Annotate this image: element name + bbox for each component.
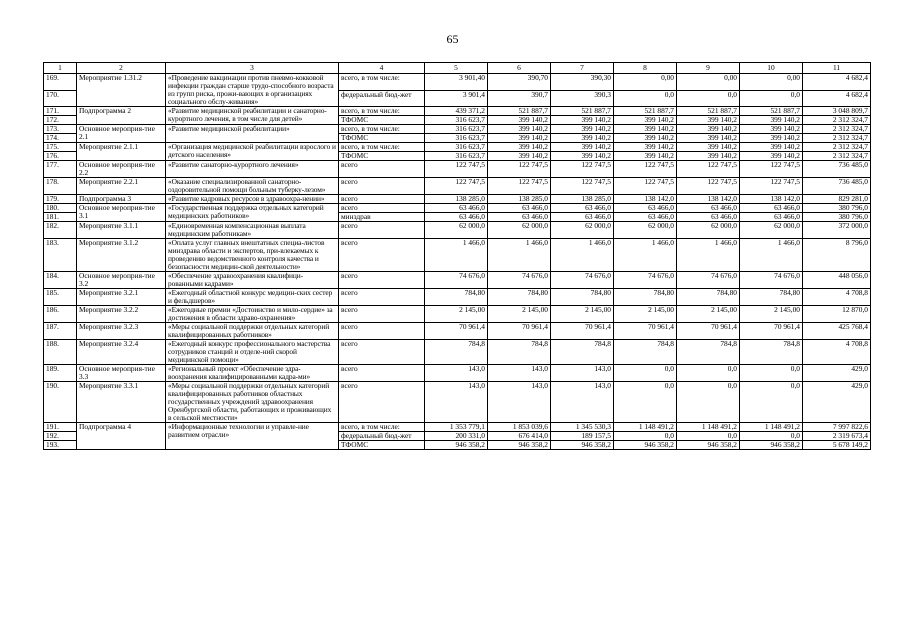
value-cell: 399 140,2 (488, 152, 551, 161)
table-row (44, 74, 871, 91)
value-cell: 70 961,4 (677, 323, 740, 340)
value-cell: 63 466,0 (551, 213, 614, 222)
row-number-cell: 175. (44, 143, 77, 152)
funding-source-cell: всего, в том числе: (339, 423, 425, 432)
value-cell: 399 140,2 (614, 116, 677, 125)
table-row (44, 382, 871, 423)
value-cell: 1 148 491,2 (614, 423, 677, 432)
value-cell: 399 140,2 (677, 125, 740, 134)
value-cell: 399 140,2 (614, 152, 677, 161)
row-number-cell: 191. (44, 423, 77, 432)
value-cell: 143,0 (488, 365, 551, 382)
value-cell: 390,30 (551, 74, 614, 91)
row-number-cell: 186. (44, 306, 77, 323)
value-cell: 122 747,5 (677, 161, 740, 178)
funding-source-cell: всего (339, 306, 425, 323)
value-cell: 316 623,7 (425, 116, 488, 125)
value-cell: 122 747,5 (425, 178, 488, 195)
table-row (44, 423, 871, 432)
value-cell: 2 145,00 (488, 306, 551, 323)
value-cell: 74 676,0 (551, 272, 614, 289)
row-number-cell: 184. (44, 272, 77, 289)
value-cell: 74 676,0 (488, 272, 551, 289)
description-cell: «Региональный проект «Обеспечение здра-воохранения квалифицированными кадра-ми» (166, 365, 339, 382)
value-cell: 829 281,0 (803, 195, 871, 204)
description-cell: «Ежегодные премии «Достоинство и мило-сердие» за достижения в области здраво-охранения» (166, 306, 339, 323)
description-cell: «Организация медицинской реабилитации взрослого и детского населения» (166, 143, 339, 161)
value-cell: 784,80 (677, 289, 740, 306)
value-cell: 399 140,2 (677, 152, 740, 161)
value-cell: 399 140,2 (740, 143, 803, 152)
program-name-cell: Мероприятие 3.1.1 (77, 222, 166, 239)
value-cell: 429,0 (803, 382, 871, 423)
value-cell: 0,0 (740, 382, 803, 423)
header-cell: 10 (740, 63, 803, 74)
value-cell: 1 853 039,6 (488, 423, 551, 432)
funding-source-cell: всего (339, 239, 425, 272)
value-cell: 784,80 (551, 289, 614, 306)
funding-source-cell: всего, в том числе: (339, 143, 425, 152)
value-cell: 138 142,0 (614, 195, 677, 204)
value-cell: 2 319 673,4 (803, 432, 871, 441)
value-cell: 425 768,4 (803, 323, 871, 340)
description-cell: «Ежегодный областной конкурс медицин-ских сестер и фельдшеров» (166, 289, 339, 306)
funding-source-cell: всего (339, 161, 425, 178)
value-cell: 521 887,7 (614, 107, 677, 116)
value-cell: 63 466,0 (740, 213, 803, 222)
funding-source-cell: всего (339, 323, 425, 340)
header-cell: 5 (425, 63, 488, 74)
value-cell: 62 000,0 (488, 222, 551, 239)
value-cell: 946 358,2 (488, 441, 551, 450)
value-cell: 4 708,8 (803, 340, 871, 365)
value-cell: 784,8 (488, 340, 551, 365)
table-row (44, 178, 871, 195)
value-cell: 784,80 (425, 289, 488, 306)
value-cell: 946 358,2 (740, 441, 803, 450)
value-cell: 399 140,2 (740, 152, 803, 161)
funding-source-cell: ТФОМС (339, 116, 425, 125)
program-name-cell: Мероприятие 1.31.2 (77, 74, 166, 107)
value-cell: 784,8 (740, 340, 803, 365)
program-name-cell: Мероприятие 3.2.1 (77, 289, 166, 306)
value-cell: 143,0 (425, 365, 488, 382)
description-cell: «Государственная поддержка отдельных категорий медицинских работников» (166, 204, 339, 222)
description-cell: «Развитие медицинской реабилитации» (166, 125, 339, 143)
value-cell: 63 466,0 (677, 213, 740, 222)
funding-source-cell: ТФОМС (339, 134, 425, 143)
value-cell: 390,7 (488, 90, 551, 107)
value-cell: 74 676,0 (614, 272, 677, 289)
value-cell: 200 331,0 (425, 432, 488, 441)
table-row (44, 195, 871, 204)
value-cell: 74 676,0 (425, 272, 488, 289)
value-cell: 390,3 (551, 90, 614, 107)
value-cell: 138 285,0 (488, 195, 551, 204)
value-cell: 143,0 (551, 382, 614, 423)
value-cell: 0,0 (677, 90, 740, 107)
value-cell: 63 466,0 (614, 204, 677, 213)
page-number: 65 (446, 32, 459, 46)
funding-source-cell: всего (339, 365, 425, 382)
program-name-cell: Мероприятие 3.2.3 (77, 323, 166, 340)
value-cell: 0,0 (614, 90, 677, 107)
table-body (44, 74, 871, 450)
value-cell: 0,00 (614, 74, 677, 91)
funding-source-cell: всего (339, 340, 425, 365)
header-cell: 6 (488, 63, 551, 74)
description-cell: «Проведение вакцинации против пневмо-кокковой инфекции граждан старше трудо-способного возраста из групп риска, прожи-вающих в организациях социального обслу-живания» (166, 74, 339, 107)
value-cell: 0,0 (740, 90, 803, 107)
row-number-cell: 174. (44, 134, 77, 143)
value-cell: 122 747,5 (488, 161, 551, 178)
program-name-cell: Основное мероприя-тие 3.1 (77, 204, 166, 222)
description-cell: «Развитие медицинской реабилитации и санаторно-курортного лечения, в том числе для детей» (166, 107, 339, 125)
value-cell: 63 466,0 (677, 204, 740, 213)
header-cell: 7 (551, 63, 614, 74)
row-number-cell: 192. (44, 432, 77, 441)
program-name-cell: Подпрограмма 4 (77, 423, 166, 450)
value-cell: 399 140,2 (551, 152, 614, 161)
funding-source-cell: всего (339, 178, 425, 195)
value-cell: 0,0 (614, 382, 677, 423)
value-cell: 399 140,2 (488, 143, 551, 152)
description-cell: «Оплата услуг главных внештатных специа-листов минздрава области и экспертов, при-влекаемых к проведению ведомственного контроля качества и безопасности медицин-ской деятельности» (166, 239, 339, 272)
row-number-cell: 172. (44, 116, 77, 125)
value-cell: 399 140,2 (551, 125, 614, 134)
header-cell: 11 (803, 63, 871, 74)
row-number-cell: 178. (44, 178, 77, 195)
value-cell: 784,8 (614, 340, 677, 365)
value-cell: 399 140,2 (740, 125, 803, 134)
value-cell: 429,0 (803, 365, 871, 382)
value-cell: 143,0 (488, 382, 551, 423)
value-cell: 399 140,2 (488, 116, 551, 125)
value-cell: 63 466,0 (488, 213, 551, 222)
value-cell: 122 747,5 (614, 161, 677, 178)
value-cell: 784,8 (425, 340, 488, 365)
value-cell: 3 048 809,7 (803, 107, 871, 116)
value-cell: 736 485,0 (803, 161, 871, 178)
value-cell: 399 140,2 (488, 134, 551, 143)
value-cell: 1 466,0 (488, 239, 551, 272)
value-cell: 521 887,7 (488, 107, 551, 116)
value-cell: 0,0 (740, 432, 803, 441)
value-cell: 372 000,0 (803, 222, 871, 239)
value-cell: 3 901,4 (425, 90, 488, 107)
table-row (44, 222, 871, 239)
value-cell: 138 285,0 (425, 195, 488, 204)
header-cell: 9 (677, 63, 740, 74)
value-cell: 316 623,7 (425, 125, 488, 134)
funding-source-cell: ТФОМС (339, 441, 425, 450)
value-cell: 2 145,00 (614, 306, 677, 323)
value-cell: 63 466,0 (425, 204, 488, 213)
row-number-cell: 182. (44, 222, 77, 239)
value-cell: 4 708,8 (803, 289, 871, 306)
value-cell: 122 747,5 (677, 178, 740, 195)
value-cell: 399 140,2 (488, 125, 551, 134)
value-cell: 2 312 324,7 (803, 116, 871, 125)
value-cell: 316 623,7 (425, 143, 488, 152)
value-cell: 74 676,0 (740, 272, 803, 289)
value-cell: 946 358,2 (425, 441, 488, 450)
table-row (44, 107, 871, 116)
description-cell: «Меры социальной поддержки отдельных категорий квалифицированных работников» (166, 323, 339, 340)
funding-source-cell: минздрав (339, 213, 425, 222)
value-cell: 62 000,0 (614, 222, 677, 239)
program-name-cell: Мероприятие 3.3.1 (77, 382, 166, 423)
value-cell: 1 466,0 (740, 239, 803, 272)
value-cell: 62 000,0 (740, 222, 803, 239)
value-cell: 946 358,2 (614, 441, 677, 450)
value-cell: 138 142,0 (740, 195, 803, 204)
description-cell: «Ежегодный конкурс профессионального мастерства сотрудников станций и отделе-ний скорой медицинской помощи» (166, 340, 339, 365)
funding-source-cell: всего (339, 382, 425, 423)
value-cell: 4 682,4 (803, 74, 871, 91)
value-cell: 63 466,0 (488, 204, 551, 213)
row-number-cell: 183. (44, 239, 77, 272)
value-cell: 399 140,2 (740, 116, 803, 125)
funding-source-cell: федеральный бюд-жет (339, 90, 425, 107)
value-cell: 122 747,5 (551, 161, 614, 178)
value-cell: 521 887,7 (551, 107, 614, 116)
funding-source-cell: федеральный бюд-жет (339, 432, 425, 441)
value-cell: 62 000,0 (677, 222, 740, 239)
description-cell: «Развитие санаторно-курортного лечения» (166, 161, 339, 178)
value-cell: 316 623,7 (425, 134, 488, 143)
table-row (44, 204, 871, 213)
description-cell: «Оказание специализированной санаторно-оздоровительной помощи больным туберку-лезом» (166, 178, 339, 195)
value-cell: 399 140,2 (551, 116, 614, 125)
value-cell: 2 145,00 (551, 306, 614, 323)
value-cell: 1 345 530,3 (551, 423, 614, 432)
value-cell: 189 157,5 (551, 432, 614, 441)
program-name-cell: Основное мероприя-тие 2.2 (77, 161, 166, 178)
header-row (44, 63, 871, 74)
value-cell: 2 312 324,7 (803, 152, 871, 161)
value-cell: 122 747,5 (488, 178, 551, 195)
value-cell: 70 961,4 (551, 323, 614, 340)
row-number-cell: 181. (44, 213, 77, 222)
value-cell: 63 466,0 (740, 204, 803, 213)
value-cell: 7 997 822,6 (803, 423, 871, 432)
value-cell: 1 466,0 (551, 239, 614, 272)
value-cell: 1 148 491,2 (740, 423, 803, 432)
row-number-cell: 187. (44, 323, 77, 340)
table-row (44, 239, 871, 272)
value-cell: 0,00 (677, 74, 740, 91)
row-number-cell: 176. (44, 152, 77, 161)
value-cell: 736 485,0 (803, 178, 871, 195)
value-cell: 2 312 324,7 (803, 143, 871, 152)
value-cell: 1 466,0 (677, 239, 740, 272)
value-cell: 380 796,0 (803, 204, 871, 213)
value-cell: 70 961,4 (488, 323, 551, 340)
value-cell: 70 961,4 (740, 323, 803, 340)
value-cell: 399 140,2 (677, 134, 740, 143)
table-row (44, 306, 871, 323)
funding-source-cell: ТФОМС (339, 152, 425, 161)
funding-source-cell: всего, в том числе: (339, 125, 425, 134)
table-row (44, 365, 871, 382)
value-cell: 399 140,2 (551, 134, 614, 143)
value-cell: 399 140,2 (677, 143, 740, 152)
row-number-cell: 193. (44, 441, 77, 450)
value-cell: 784,8 (677, 340, 740, 365)
value-cell: 380 796,0 (803, 213, 871, 222)
value-cell: 399 140,2 (614, 143, 677, 152)
row-number-cell: 177. (44, 161, 77, 178)
value-cell: 448 056,0 (803, 272, 871, 289)
value-cell: 399 140,2 (740, 134, 803, 143)
description-cell: «Единовременная компенсационная выплата медицинским работникам» (166, 222, 339, 239)
value-cell: 399 140,2 (614, 134, 677, 143)
row-number-cell: 185. (44, 289, 77, 306)
funding-source-cell: всего, в том числе: (339, 107, 425, 116)
table-row (44, 323, 871, 340)
value-cell: 0,0 (614, 365, 677, 382)
value-cell: 1 466,0 (614, 239, 677, 272)
value-cell: 63 466,0 (614, 213, 677, 222)
program-name-cell: Мероприятие 3.1.2 (77, 239, 166, 272)
value-cell: 2 145,00 (677, 306, 740, 323)
budget-table (43, 62, 871, 450)
value-cell: 390,70 (488, 74, 551, 91)
program-name-cell: Подпрограмма 2 (77, 107, 166, 125)
value-cell: 122 747,5 (740, 161, 803, 178)
value-cell: 0,0 (740, 365, 803, 382)
value-cell: 2 145,00 (425, 306, 488, 323)
funding-source-cell: всего, в том числе: (339, 74, 425, 91)
value-cell: 784,80 (740, 289, 803, 306)
header-cell: 1 (44, 63, 77, 74)
table-row (44, 289, 871, 306)
value-cell: 439 371,2 (425, 107, 488, 116)
value-cell: 3 901,40 (425, 74, 488, 91)
funding-source-cell: всего (339, 195, 425, 204)
row-number-cell: 188. (44, 340, 77, 365)
value-cell: 2 312 324,7 (803, 125, 871, 134)
value-cell: 946 358,2 (551, 441, 614, 450)
value-cell: 521 887,7 (740, 107, 803, 116)
funding-source-cell: всего (339, 272, 425, 289)
value-cell: 122 747,5 (614, 178, 677, 195)
value-cell: 12 870,0 (803, 306, 871, 323)
value-cell: 122 747,5 (425, 161, 488, 178)
value-cell: 946 358,2 (677, 441, 740, 450)
program-name-cell: Основное мероприя-тие 3.2 (77, 272, 166, 289)
funding-source-cell: всего (339, 222, 425, 239)
row-number-cell: 171. (44, 107, 77, 116)
value-cell: 5 678 149,2 (803, 441, 871, 450)
description-cell: «Информационные технологии и управле-ние развитием отрасли» (166, 423, 339, 450)
table-row (44, 143, 871, 152)
value-cell: 122 747,5 (551, 178, 614, 195)
value-cell: 63 466,0 (551, 204, 614, 213)
value-cell: 8 796,0 (803, 239, 871, 272)
value-cell: 399 140,2 (551, 143, 614, 152)
row-number-cell: 169. (44, 74, 77, 91)
program-name-cell: Основное мероприя-тие 3.3 (77, 365, 166, 382)
value-cell: 4 682,4 (803, 90, 871, 107)
value-cell: 784,80 (488, 289, 551, 306)
value-cell: 143,0 (551, 365, 614, 382)
row-number-cell: 189. (44, 365, 77, 382)
value-cell: 399 140,2 (677, 116, 740, 125)
value-cell: 0,0 (677, 382, 740, 423)
header-cell: 3 (166, 63, 339, 74)
value-cell: 0,0 (614, 432, 677, 441)
value-cell: 62 000,0 (425, 222, 488, 239)
value-cell: 521 887,7 (677, 107, 740, 116)
funding-source-cell: всего (339, 289, 425, 306)
header-cell: 2 (77, 63, 166, 74)
table-row (44, 161, 871, 178)
program-name-cell: Мероприятие 2.2.1 (77, 178, 166, 195)
value-cell: 316 623,7 (425, 152, 488, 161)
value-cell: 1 148 491,2 (677, 423, 740, 432)
value-cell: 1 466,0 (425, 239, 488, 272)
value-cell: 63 466,0 (425, 213, 488, 222)
value-cell: 676 414,0 (488, 432, 551, 441)
row-number-cell: 190. (44, 382, 77, 423)
table-row (44, 340, 871, 365)
description-cell: «Меры социальной поддержки отдельных категорий квалифицированных работников областных государственных учреждений здравоохранения Оренбургской области, работающих и проживающих в сельской местности» (166, 382, 339, 423)
value-cell: 2 312 324,7 (803, 134, 871, 143)
value-cell: 0,0 (677, 365, 740, 382)
funding-source-cell: всего (339, 204, 425, 213)
table-row (44, 272, 871, 289)
row-number-cell: 180. (44, 204, 77, 213)
value-cell: 70 961,4 (425, 323, 488, 340)
header-cell: 4 (339, 63, 425, 74)
value-cell: 62 000,0 (551, 222, 614, 239)
row-number-cell: 170. (44, 90, 77, 107)
value-cell: 0,00 (740, 74, 803, 91)
description-cell: «Развитие кадровых ресурсов в здравоохра-нении» (166, 195, 339, 204)
value-cell: 70 961,4 (614, 323, 677, 340)
value-cell: 74 676,0 (677, 272, 740, 289)
program-name-cell: Подпрограмма 3 (77, 195, 166, 204)
value-cell: 784,80 (614, 289, 677, 306)
program-name-cell: Основное мероприя-тие 2.1 (77, 125, 166, 143)
value-cell: 2 145,00 (740, 306, 803, 323)
value-cell: 399 140,2 (614, 125, 677, 134)
value-cell: 138 142,0 (677, 195, 740, 204)
value-cell: 784,8 (551, 340, 614, 365)
value-cell: 143,0 (425, 382, 488, 423)
header-cell: 8 (614, 63, 677, 74)
value-cell: 0,0 (677, 432, 740, 441)
value-cell: 1 353 779,1 (425, 423, 488, 432)
table-row (44, 125, 871, 134)
value-cell: 122 747,5 (740, 178, 803, 195)
row-number-cell: 179. (44, 195, 77, 204)
program-name-cell: Мероприятие 3.2.2 (77, 306, 166, 323)
program-name-cell: Мероприятие 3.2.4 (77, 340, 166, 365)
value-cell: 138 285,0 (551, 195, 614, 204)
program-name-cell: Мероприятие 2.1.1 (77, 143, 166, 161)
row-number-cell: 173. (44, 125, 77, 134)
description-cell: «Обеспечение здравоохранения квалифици-рованными кадрами» (166, 272, 339, 289)
